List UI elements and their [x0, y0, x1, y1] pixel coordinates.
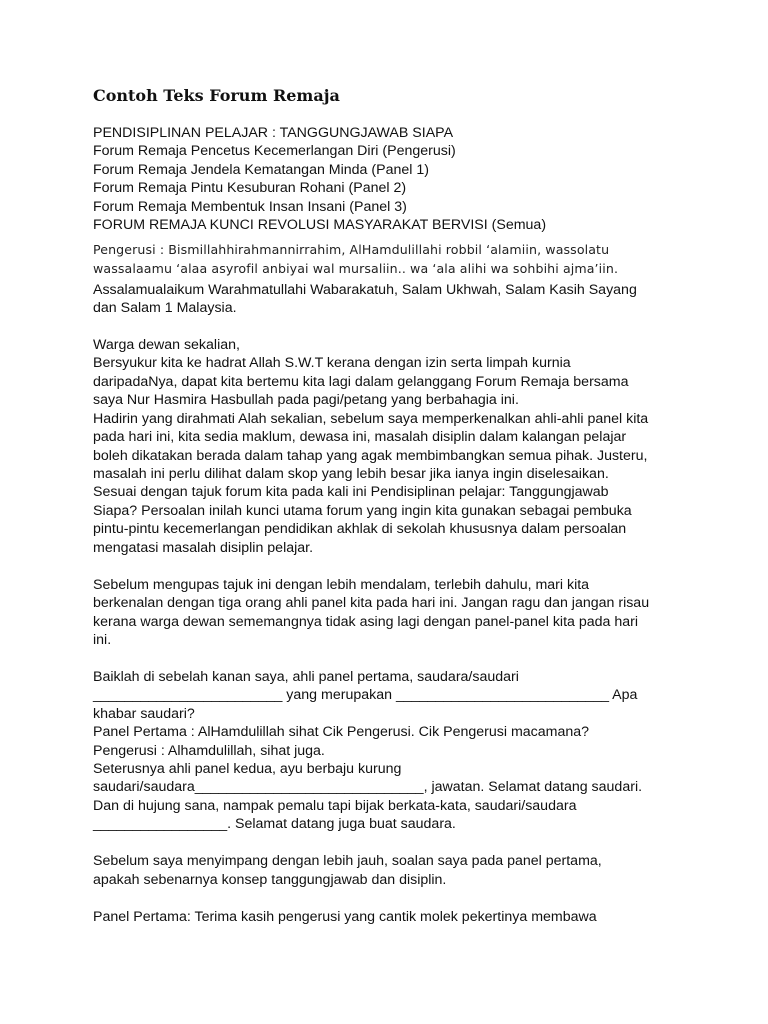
text-line: kerana warga dewan sememangnya tidak asing lagi dengan panel-panel kita pada hari [93, 613, 639, 630]
text-line: Seterusnya ahli panel kedua, ayu berbaju kurung [93, 761, 402, 777]
text-line: masalah ini perlu dilihat dalam skop yang lebih besar jika ianya ingin diselesaikan. [93, 466, 609, 482]
text-line: Sesuai dengan tajuk forum kita pada kali ini Pendisiplinan pelajar: Tanggungjawab [93, 484, 609, 501]
text-line: apakah sebenarnya konsep tanggungjawab dan disiplin. [93, 871, 447, 888]
text-line: ini. [93, 631, 112, 648]
text-line: berkenalan dengan tiga orang ahli panel kita pada hari ini. Jangan ragu dan jangan risau [93, 595, 650, 612]
text-line: khabar saudari? [93, 705, 195, 722]
text-line: saudari/saudara_____________________________, jawatan. Selamat datang saudari. [93, 779, 643, 796]
text-line: Panel Pertama: Terima kasih pengerusi yang cantik molek pekertinya membawa [93, 908, 597, 925]
text-line: FORUM REMAJA KUNCI REVOLUSI MASYARAKAT BERVISI (Semua) [93, 217, 547, 234]
text-line: Forum Remaja Jendela Kematangan Minda (Panel 1) [93, 161, 429, 178]
greeting-block [93, 281, 653, 318]
paragraph-4 [93, 852, 653, 889]
text-line: PENDISIPLINAN PELAJAR : TANGGUNGJAWAB SIAPA [93, 125, 454, 141]
pengerusi-opening [93, 241, 653, 279]
document-title: Contoh Teks Forum Remaja [93, 86, 340, 105]
text-line: mengatasi masalah disiplin pelajar. [93, 539, 314, 556]
text-line: Forum Remaja Pintu Kesuburan Rohani (Panel 2) [93, 180, 407, 197]
text-line: saya Nur Hasmira Hasbullah pada pagi/petang yang berbahagia ini. [93, 392, 519, 409]
text-line: Warga dewan sekalian, [93, 336, 240, 353]
text-line: ________________________ yang merupakan ___________________________ Apa [93, 687, 638, 704]
text-line: Sebelum saya menyimpang dengan lebih jauh, soalan saya pada panel pertama, [93, 853, 602, 870]
text-line: Pengerusi : Alhamdulillah, sihat juga. [93, 742, 325, 759]
text-line: Forum Remaja Pencetus Kecemerlangan Diri (Pengerusi) [93, 143, 456, 160]
text-line: wassalaamu ‘alaa asyrofil anbiyai wal mursaliin.. wa ‘ala alihi wa sohbihi ajma’iin. [93, 260, 619, 276]
text-line: boleh dikatakan berada dalam tahap yang agak membimbangkan semua pihak. Justeru, [93, 447, 648, 464]
intro-block [93, 124, 653, 235]
paragraph-2 [93, 576, 653, 650]
paragraph-5 [93, 908, 653, 926]
document-body [93, 124, 653, 926]
text-line: Baiklah di sebelah kanan saya, ahli panel pertama, saudara/saudari [93, 668, 519, 685]
text-line: daripadaNya, dapat kita bertemu kita lagi dalam gelanggang Forum Remaja bersama [93, 373, 629, 390]
text-line: Hadirin yang dirahmati Alah sekalian, sebelum saya memperkenalkan ahli-ahli panel kita [93, 410, 649, 427]
text-line: Panel Pertama : AlHamdulillah sihat Cik Pengerusi. Cik Pengerusi macamana? [93, 724, 590, 741]
text-line: dan Salam 1 Malaysia. [93, 300, 237, 317]
text-line: Sebelum mengupas tajuk ini dengan lebih mendalam, terlebih dahulu, mari kita [93, 576, 590, 593]
text-line: Assalamualaikum Warahmatullahi Wabarakatuh, Salam Ukhwah, Salam Kasih Sayang [93, 281, 637, 298]
text-line: _________________. Selamat datang juga buat saudara. [93, 816, 456, 833]
text-line: Bersyukur kita ke hadrat Allah S.W.T kerana dengan izin serta limpah kurnia [93, 355, 571, 372]
paragraph-3 [93, 668, 653, 834]
text-line: Forum Remaja Membentuk Insan Insani (Panel 3) [93, 198, 407, 215]
paragraph-1 [93, 336, 653, 557]
text-line: Dan di hujung sana, nampak pemalu tapi bijak berkata-kata, saudari/saudara [93, 797, 577, 814]
text-line: pintu-pintu kecemerlangan pendidikan akhlak di sekolah khususnya dalam persoalan [93, 521, 627, 538]
text-line: Siapa? Persoalan inilah kunci utama forum yang ingin kita gunakan sebagai pembuka [93, 502, 632, 519]
text-line: pada hari ini, kita sedia maklum, dewasa ini, masalah disiplin dalam kalangan pelajar [93, 429, 627, 446]
text-line: Pengerusi : Bismillahhirahmannirrahim, AlHamdulillahi robbil ‘alamiin, wassolatu [93, 241, 610, 257]
